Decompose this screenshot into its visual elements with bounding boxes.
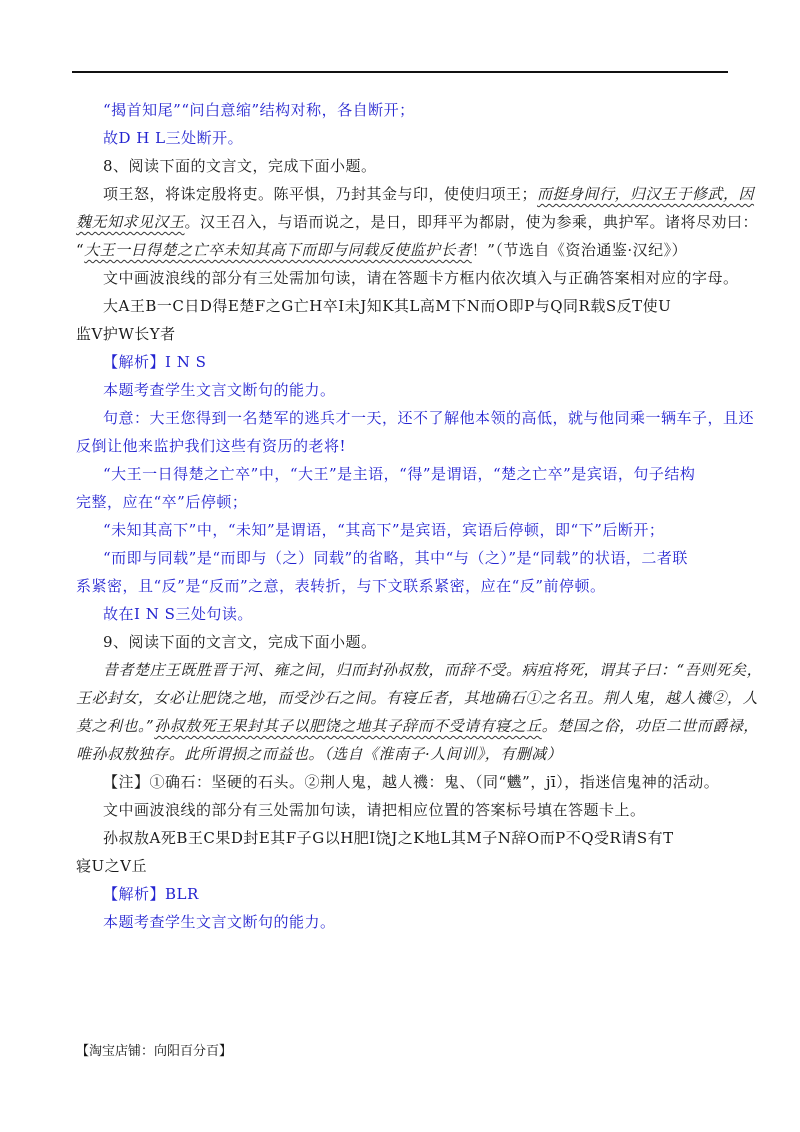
q9-passage-line-2: 王必封女，女必让肥饶之地，而受沙石之间。有寝丘者，其地确石①之名丑。荆人鬼，越人禨②，人 xyxy=(76,689,759,707)
q9-instruction: 文中画波浪线的部分有三处需加句读，请把相应位置的答案标号填在答题卡上。 xyxy=(103,801,646,819)
q8-explain-7: 系紧密，且“反”是“反而”之意，表转折，与下文联系紧密，应在“反”前停顿。 xyxy=(76,577,606,595)
q9-passage-line-3: 莫之利也。”孙叔敖死王果封其子以肥饶之地其子辞而不受请有寝之丘。楚国之俗，功臣二世而爵禄， xyxy=(76,717,759,735)
q8-explain-0: 本题考查学生文言文断句的能力。 xyxy=(103,381,336,399)
page-body xyxy=(76,96,763,936)
q8-explain-1: 句意：大王您得到一名楚军的逃兵才一天，还不了解他本领的高低，就与他同乘一辆车子，且还 xyxy=(103,409,755,427)
answer-label: 【解析】 xyxy=(103,885,166,903)
answer-label: 【解析】 xyxy=(103,353,166,371)
wavy-underlined-text: 孙叔敖死王果封其子以肥饶之地其子辞而不受请有寝之丘 xyxy=(154,717,542,735)
q8-instruction: 文中画波浪线的部分有三处需加句读，请在答题卡方框内依次填入与正确答案相对应的字母。 xyxy=(103,269,739,287)
analysis-conclusion: 故D H L三处断开。 xyxy=(103,129,244,147)
answer-value: BLR xyxy=(165,885,199,903)
answer-value: I N S xyxy=(165,353,207,371)
q9-prompt: 9、阅读下面的文言文，完成下面小题。 xyxy=(103,633,377,651)
q8-explain-8: 故在I N S三处句读。 xyxy=(103,605,253,623)
q8-explain-5: “未知其高下”中，“未知”是谓语，“其高下”是宾语，宾语后停顿，即“下”后断开； xyxy=(103,521,665,539)
q9-options-line-2: 寝U之V丘 xyxy=(76,857,147,875)
q8-passage-line-2: 魏无知求见汉王。汉王召入，与语而说之，是日，即拜平为都尉，使为参乘，典护军。诸将尽劝曰： xyxy=(76,213,759,231)
q8-explain-6: “而即与同载”是“而即与（之）同载”的省略，其中“与（之）”是“同载”的状语，二者联 xyxy=(103,549,688,567)
q8-explain-2: 反倒让他来监护我们这些有资历的老将! xyxy=(76,437,347,455)
analysis-line: “揭首知尾”“问白意缩”结构对称，各自断开； xyxy=(103,101,415,119)
q8-explain-3: “大王一日得楚之亡卒”中，“大王”是主语，“得”是谓语，“楚之亡卒”是宾语，句子结构 xyxy=(103,465,696,483)
wavy-underlined-text: 魏无知求见汉王 xyxy=(76,213,185,231)
q9-note: 【注】①确石：坚硬的石头。②荆人鬼，越人禨：鬼、（同“魕”，jī），指迷信鬼神的活动。 xyxy=(103,773,720,791)
q8-answer xyxy=(76,348,732,376)
q9-options-line-1: 孙叔敖A死B王C果D封E其F子G以H肥I饶J之K地L其M子N辞O而P不Q受R请S有T xyxy=(103,829,674,847)
header-rule xyxy=(72,71,728,73)
q8-prompt: 8、阅读下面的文言文，完成下面小题。 xyxy=(103,157,377,175)
wavy-underlined-text: 而挺身间行，归汉王于修武，因 xyxy=(537,185,755,203)
footer-shop-label: 【淘宝店铺：向阳百分百】 xyxy=(76,1044,233,1059)
q9-passage-line-1: 昔者楚庄王既胜晋于河、雍之间，归而封孙叔敖，而辞不受。病疽将死，谓其子曰：“吾则死矣， xyxy=(103,661,763,679)
q9-explain: 本题考查学生文言文断句的能力。 xyxy=(103,913,336,931)
q9-passage-line-4: 唯孙叔敖独存。此所谓损之而益也。（选自《淮南子·人间训》，有删减） xyxy=(76,745,563,763)
q8-options-line-2: 监V护W长Y者 xyxy=(76,325,176,343)
q8-passage-line-3: “大王一日得楚之亡卒未知其高下而即与同载反使监护长者！”（节选自《资治通鉴·汉纪》） xyxy=(76,241,688,259)
q9-answer xyxy=(76,880,732,908)
q8-explain-4: 完整，应在“卒”后停顿； xyxy=(76,493,248,511)
wavy-underlined-text: 大王一日得楚之亡卒未知其高下而即与同载反使监护长者 xyxy=(84,241,472,259)
q8-options-line-1: 大A王B一C日D得E楚F之G亡H卒I未J知K其L高M下N而O即P与Q同R载S反T使U xyxy=(103,297,672,315)
q8-passage-line-1: 项王怒，将诛定殷将吏。陈平惧，乃封其金与印，使使归项王；而挺身间行，归汉王于修武，因 xyxy=(103,185,755,203)
